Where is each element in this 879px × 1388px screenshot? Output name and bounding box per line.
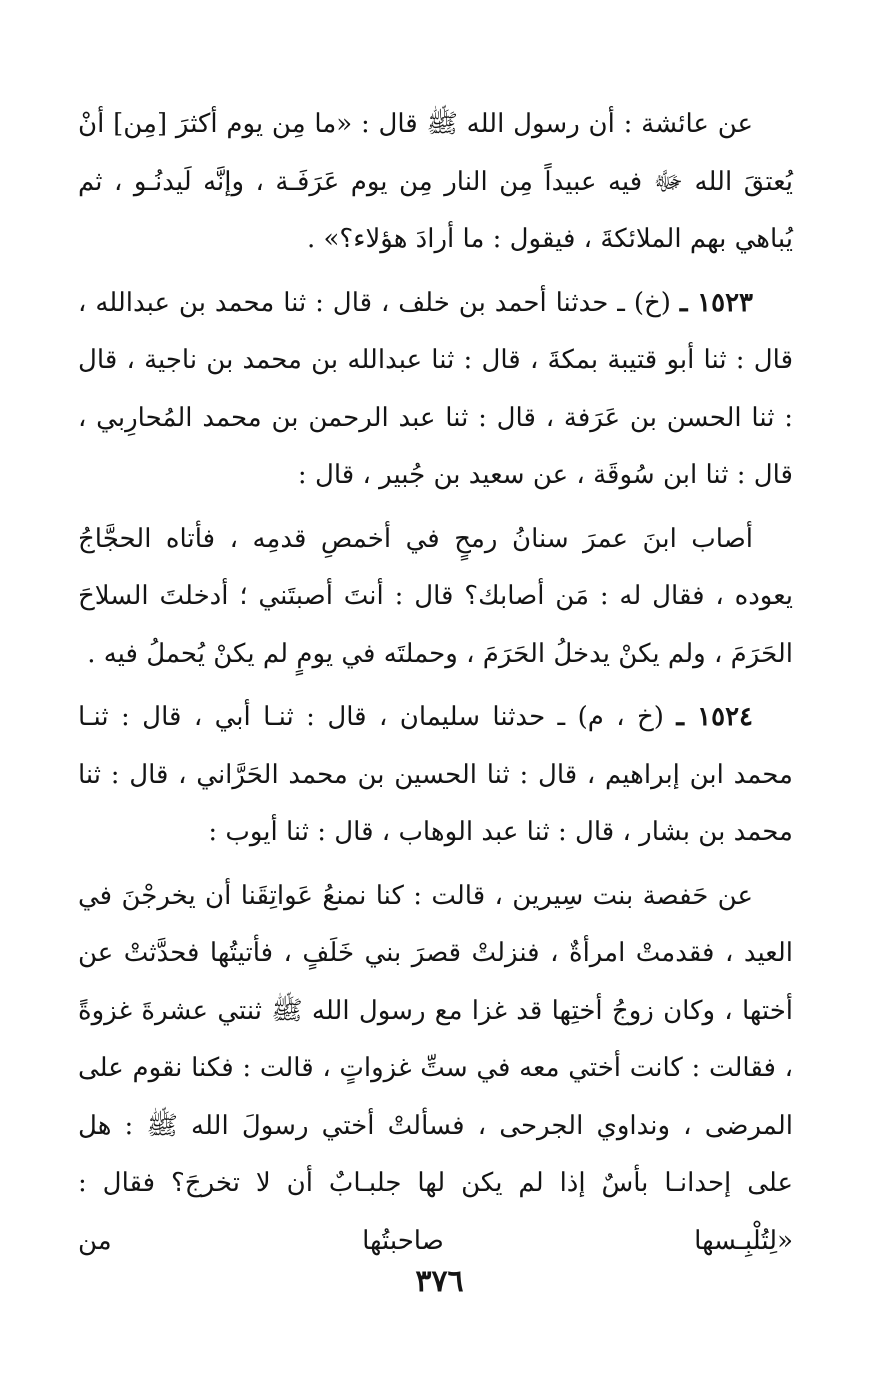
page-body (78, 96, 793, 1270)
page-number: ٣٧٦ (415, 1264, 464, 1299)
hadith-text-aisha (78, 96, 793, 269)
hadith-text-ibn-umar (78, 511, 793, 684)
hadith-number: ١٥٢٣ ـ (679, 287, 753, 318)
hadith-text-hafsa (78, 868, 793, 1271)
isnad-1524 (78, 689, 793, 862)
paragraph-text: عن عائشة : أن رسول الله ﷺ قال : «ما مِن يوم أكثرَ [مِن] أنْ يُعتقَ الله ﷻ فيه عبيداً مِن النار مِن يوم عَرَفَـة ، وإنَّه لَيدنُـو ، ثم يُباهي بهم الملائكةَ ، فيقول : ما أرادَ هؤلاء؟» . (78, 109, 793, 254)
paragraph-text: عن حَفصة بنت سِيرين ، قالت : كنا نمنعُ عَواتِقَنا أن يخرجْنَ في العيد ، فقدمتْ امرأةٌ ، فنزلتْ قصرَ بني خَلَفٍ ، فأتيتُها فحدَّثتْ عن أختها ، وكان زوجُ أختِها قد غزا مع رسول الله ﷺ ثنتي عشرةَ غزوةً ، فقالت : كانت أختي معه في ستِّ غزواتٍ ، قالت : فكنا نقوم على المرضى ، ونداوي الجرحى ، فسألتْ أختي رسولَ الله ﷺ : هل على إحدانـا بأسٌ إذا لم يكن لها جلبـابٌ أن لا تخرجَ؟ فقال : «لِتُلْبِـسها صاحبتُها من (78, 880, 793, 1256)
isnad-1523 (78, 275, 793, 505)
isnad-text: (خ ، م) ـ حدثنا سليمان ، قال : ثنـا أبي ، قال : ثنـا محمد ابن إبراهيم ، قال : ثنا الحسين بن محمد الحَرَّاني ، قال : ثنا محمد بن بشار ، قال : ثنا عبد الوهاب ، قال : ثنا أيوب : (78, 702, 793, 847)
hadith-number: ١٥٢٤ ـ (676, 702, 753, 732)
isnad-text: (خ) ـ حدثنا أحمد بن خلف ، قال : ثنا محمد بن عبدالله ، قال : ثنا أبو قتيبة بمكةَ ، قال : ثنا عبدالله بن محمد بن ناجية ، قال : ثنا الحسن بن عَرَفة ، قال : ثنا عبد الرحمن بن محمد المُحارِبي ، قال : ثنا ابن سُوقَة ، عن سعيد بن جُبير ، قال : (78, 287, 793, 490)
paragraph-text: أصاب ابنَ عمرَ سنانُ رمحٍ في أخمصِ قدمِه ، فأتاه الحجَّاجُ يعوده ، فقال له : مَن أصابك؟ قال : أنتَ أصبتَني ؛ أدخلتَ السلاحَ الحَرَمَ ، ولم يكنْ يدخلُ الحَرَمَ ، وحملتَه في يومٍ لم يكنْ يُحملُ فيه . (78, 523, 793, 669)
